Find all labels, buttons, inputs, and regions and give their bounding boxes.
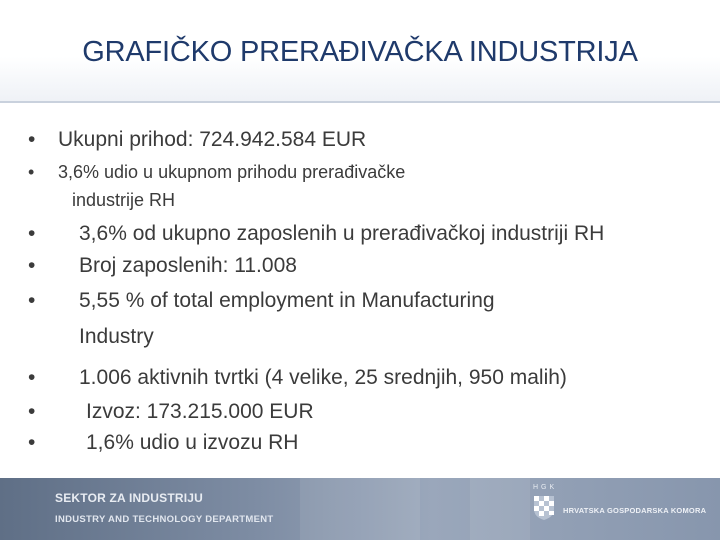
- bullet-text: 1,6% udio u izvozu RH: [86, 431, 299, 454]
- footer-stripe: [300, 478, 420, 540]
- bullet-dot: •: [28, 128, 36, 151]
- title-divider: [0, 101, 720, 103]
- bullet-text: Industry: [79, 325, 154, 348]
- bullet-text: Izvoz: 173.215.000 EUR: [86, 400, 314, 423]
- title-area: [0, 0, 720, 103]
- bullet-dot: •: [28, 162, 35, 182]
- hgk-letters: HGK: [533, 484, 558, 491]
- bullet-dot: •: [28, 254, 36, 277]
- bullet-dot: •: [28, 431, 36, 454]
- hgk-name: HRVATSKA GOSPODARSKA KOMORA: [563, 506, 707, 515]
- bullet-dot: •: [28, 289, 36, 312]
- bullet-dot: •: [28, 400, 36, 423]
- bullet-text: Broj zaposlenih: 11.008: [79, 254, 297, 277]
- slide-title: GRAFIČKO PRERAĐIVAČKA INDUSTRIJA: [82, 36, 638, 68]
- bullet-text: 3,6% udio u ukupnom prihodu prerađivačke: [58, 162, 406, 182]
- bullet-text: Ukupni prihod: 724.942.584 EUR: [58, 128, 367, 151]
- footer-department: SEKTOR ZA INDUSTRIJU: [55, 491, 204, 505]
- footer-department-en: INDUSTRY AND TECHNOLOGY DEPARTMENT: [55, 514, 274, 525]
- bullet-text: 3,6% od ukupno zaposlenih u prerađivačkoj industriji RH: [79, 222, 605, 245]
- bullet-dot: •: [28, 366, 36, 389]
- bullet-text: industrije RH: [72, 190, 176, 210]
- footer-bar: [0, 478, 720, 540]
- checkerboard-logo-icon: [533, 495, 555, 521]
- bullet-text: 5,55 % of total employment in Manufacturing: [79, 289, 495, 312]
- footer-stripe: [470, 478, 530, 540]
- bullet-text: 1.006 aktivnih tvrtki (4 velike, 25 srednjih, 950 malih): [79, 366, 567, 389]
- bullet-dot: •: [28, 222, 36, 245]
